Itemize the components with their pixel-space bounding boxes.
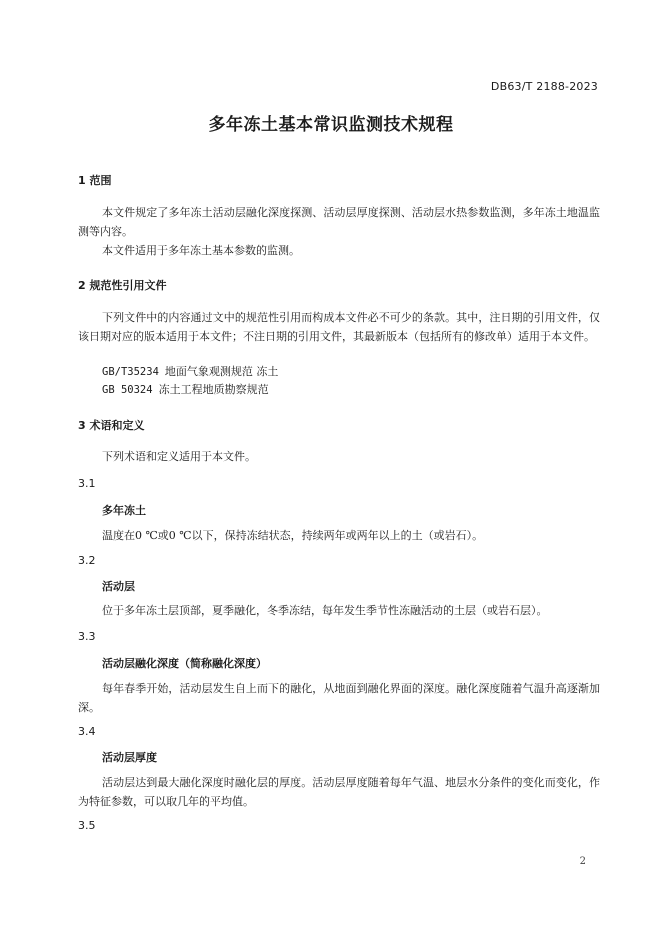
section-heading-terms: 3 术语和定义 bbox=[78, 419, 145, 432]
scope-paragraph-2: 本文件适用于多年冻土基本参数的监测。 bbox=[102, 244, 300, 257]
page-number: 2 bbox=[579, 856, 586, 867]
section-heading-normative: 2 规范性引用文件 bbox=[78, 279, 167, 292]
term-name: 活动层融化深度（简称融化深度） bbox=[102, 657, 267, 670]
terms-intro: 下列术语和定义适用于本文件。 bbox=[102, 450, 256, 463]
reference-title: 地面气象观测规范 冻土 bbox=[164, 365, 279, 378]
term-number: 3.5 bbox=[78, 819, 96, 832]
term-definition: 温度在0 ℃或0 ℃以下，保持冻结状态，持续两年或两年以上的土（或岩石）。 bbox=[102, 529, 484, 542]
reference-item bbox=[102, 363, 278, 379]
term-definition: 每年春季开始，活动层发生自上而下的融化，从地面到融化界面的深度。融化深度随着气温升高逐渐加深。 bbox=[78, 682, 600, 714]
section-heading-scope: 1 范围 bbox=[78, 174, 112, 187]
term-number: 3.4 bbox=[78, 725, 96, 738]
reference-title: 冻土工程地质勘察规范 bbox=[158, 383, 269, 396]
term-name: 活动层厚度 bbox=[102, 751, 157, 764]
term-name: 活动层 bbox=[102, 580, 135, 593]
term-number: 3.2 bbox=[78, 554, 96, 567]
term-definition: 位于多年冻土层顶部，夏季融化，冬季冻结，每年发生季节性冻融活动的土层（或岩石层）。 bbox=[102, 604, 548, 617]
reference-code: GB/T35234 bbox=[102, 366, 159, 378]
term-definition: 活动层达到最大融化深度时融化层的厚度。活动层厚度随着每年气温、地层水分条件的变化而变化，作为特征参数，可以取几年的平均值。 bbox=[78, 776, 600, 808]
reference-item bbox=[102, 381, 269, 397]
term-number: 3.3 bbox=[78, 630, 96, 643]
reference-code: GB 50324 bbox=[102, 384, 153, 396]
term-number: 3.1 bbox=[78, 477, 96, 490]
document-title: 多年冻土基本常识监测技术规程 bbox=[208, 115, 454, 135]
normative-paragraph: 下列文件中的内容通过文中的规范性引用而构成本文件必不可少的条款。其中，注日期的引用文件，仅该日期对应的版本适用于本文件；不注日期的引用文件，其最新版本（包括所有的修改单）适用于本文件。 bbox=[78, 311, 600, 343]
scope-paragraph-1: 本文件规定了多年冻土活动层融化深度探测、活动层厚度探测、活动层水热参数监测，多年冻土地温监测等内容。 bbox=[78, 206, 600, 238]
term-name: 多年冻土 bbox=[102, 504, 146, 517]
standard-code: DB63/T 2188-2023 bbox=[490, 80, 598, 93]
